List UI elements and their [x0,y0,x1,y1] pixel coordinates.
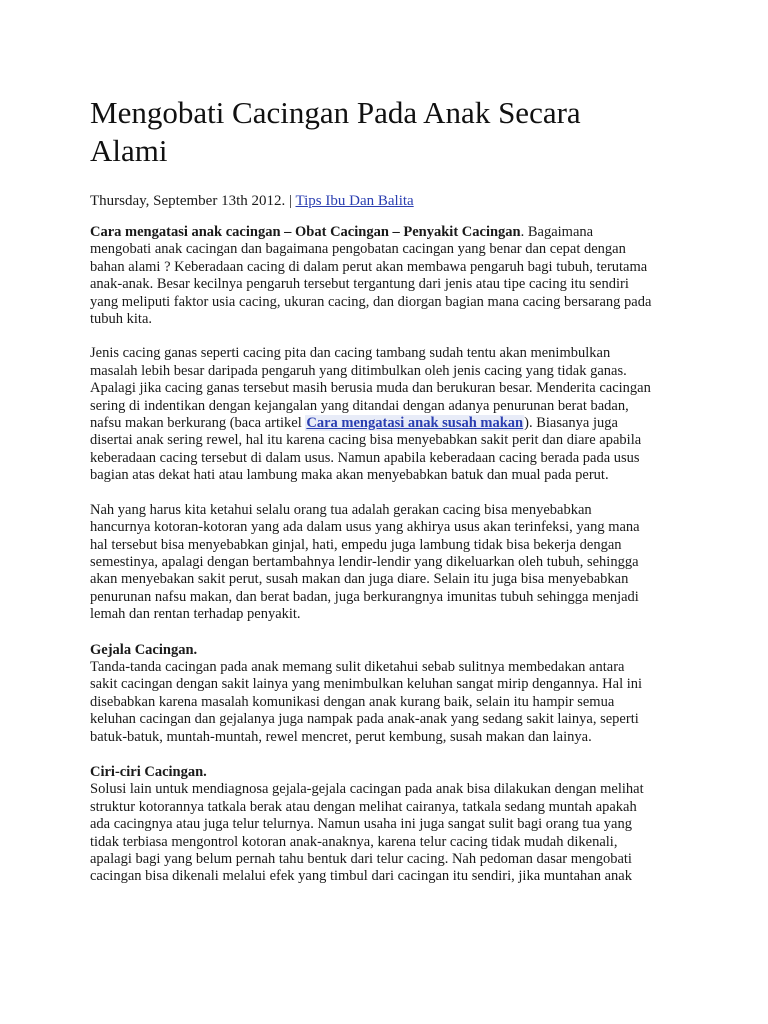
text-span: ). Biasanya juga [524,415,618,432]
text-line: cacingan bisa dikenali melalui efek yang timbul dari cacingan itu sendiri, jika muntahan anak [90,868,632,885]
text-line: keluhan cacingan dan gejalanya juga nampak pada anak-anak yang sedang sakit lainya, seperti [90,711,639,728]
text-line: sering di indentikan dengan kejangalan yang ditandai dengan adanya penurunan berat badan, [90,397,629,414]
text-line: bahan alami ? Keberadaan cacing di dalam perut akan membawa pengaruh bagi tubuh, terutama [90,258,648,275]
text-line: Apalagi jika cacing ganas tersebut masih berusia muda dan berukuran besar. Menderita cacingan [90,380,651,397]
text-line: disertai anak sering rewel, hal itu karena cacing bisa menyebabkan sakit perit dan diare apabila [90,432,642,449]
document-page [90,94,690,886]
text-line: hancurnya kotoran-kotoran yang ada dalam usus yang akhirya usus akan terinfeksi, yang mana [90,519,640,536]
text-line: anak-anak. Besar kecilnya pengaruh tersebut tergantung dari jenis atau tipe cacing itu sendiri [90,276,629,293]
text-line [90,224,690,241]
text-line: akan menyebakan sakit perut, susah makan dan juga diare. Selain itu juga bisa menyebabkan [90,571,629,588]
text-line [90,415,690,432]
text-line: yang meliputi faktor usia cacing, ukuran cacing, dan diorgan bagian mana cacing bersarang pada [90,293,652,310]
text-line: keberadaan cacing tersebut di dalam usus. Namun apabila keberadaan cacing berada pada usus [90,449,640,466]
section-symptoms [90,642,690,746]
post-date: Thursday, September 13th 2012. | [90,193,296,209]
text-span: nafsu makan berkurang (baca artikel [90,415,306,432]
text-span: . Bagaimana [520,224,594,240]
paragraph-intro [90,224,690,328]
text-line: Jenis cacing ganas seperti cacing pita dan cacing tambang sudah tentu akan menimbulkan [90,345,611,362]
text-line: penurunan nafsu makan, dan berat badan, juga berkurangnya imunitas tubuh sehingga menjadi [90,588,639,605]
paragraph-worm-types [90,345,690,484]
category-link[interactable]: Tips Ibu Dan Balita [295,193,414,209]
page-title [90,94,690,170]
text-line: hal tersebut bisa menyebabkan ginjal, hati, empedu juga lambung tidak bisa bekerja dengan [90,536,622,553]
text-line: Tanda-tanda cacingan pada anak memang sulit diketahui sebab sulitnya membedakan antara [90,658,625,675]
text-line: masalah lebih besar daripada pengaruh yang ditimbulkan oleh jenis cacing yang tidak ganas. [90,362,627,379]
text-line: ada cacingnya atau juga telur telurnya. Namun usaha ini juga sangat sulit bagi orang tua yang [90,816,632,833]
text-line: apalagi bagi yang belum pernah tahu bentuk dari telur cacing. Nah pedoman dasar mengobati [90,851,632,867]
lede-keywords: Cara mengatasi anak cacingan – Obat Cacingan – Penyakit Cacingan [90,224,521,240]
text-line: tubuh kita. [90,311,153,328]
title-line: Mengobati Cacingan Pada Anak Secara [90,95,581,130]
text-line: struktur kotorannya tatkala berak atau dengan melihat cairanya, tatkala sedang muntah apakah [90,798,637,815]
text-line: Solusi lain untuk mendiagnosa gejala-gejala cacingan pada anak bisa dilakukan dengan melihat [90,781,644,798]
text-line: batuk-batuk, muntah-muntah, rewel mencret, perut kembung, susah makan dan lainya. [90,728,592,745]
text-line: semestinya, apalagi dengan bertambahnya lendir-lendir yang dikeluarkan oleh tubuh, sehingga [90,553,639,570]
section-heading: Ciri-ciri Cacingan. [90,763,207,780]
text-line: mengobati anak cacingan dan bagaimana pengobatan cacingan yang benar dan cepat dengan [90,241,626,258]
section-characteristics [90,764,690,886]
post-meta [90,192,690,210]
section-heading: Gejala Cacingan. [90,641,198,658]
text-line: disebabkan karena masalah komunikasi dengan anak kurang baik, selain itu hampir semua [90,693,615,710]
paragraph-effects [90,502,690,624]
text-line: lemah dan rentan terhadap penyakit. [90,606,301,623]
text-line: tidak terbiasa mengontrol kotoran anak-anaknya, karena telur cacing tidak mudah dikenali, [90,833,618,850]
text-line: bagian atas dekat hati atau lambung maka akan menyebabkan batuk dan mual pada perut. [90,467,609,484]
text-line: Nah yang harus kita ketahui selalu orang tua adalah gerakan cacing bisa menyebabkan [90,501,592,518]
title-line: Alami [90,133,168,168]
article-link[interactable]: Cara mengatasi anak susah makan [306,415,524,432]
text-line: sakit cacingan dengan sakit lainya yang menimbulkan keluhan sangat mirip dengannya. Hal ini [90,676,643,693]
